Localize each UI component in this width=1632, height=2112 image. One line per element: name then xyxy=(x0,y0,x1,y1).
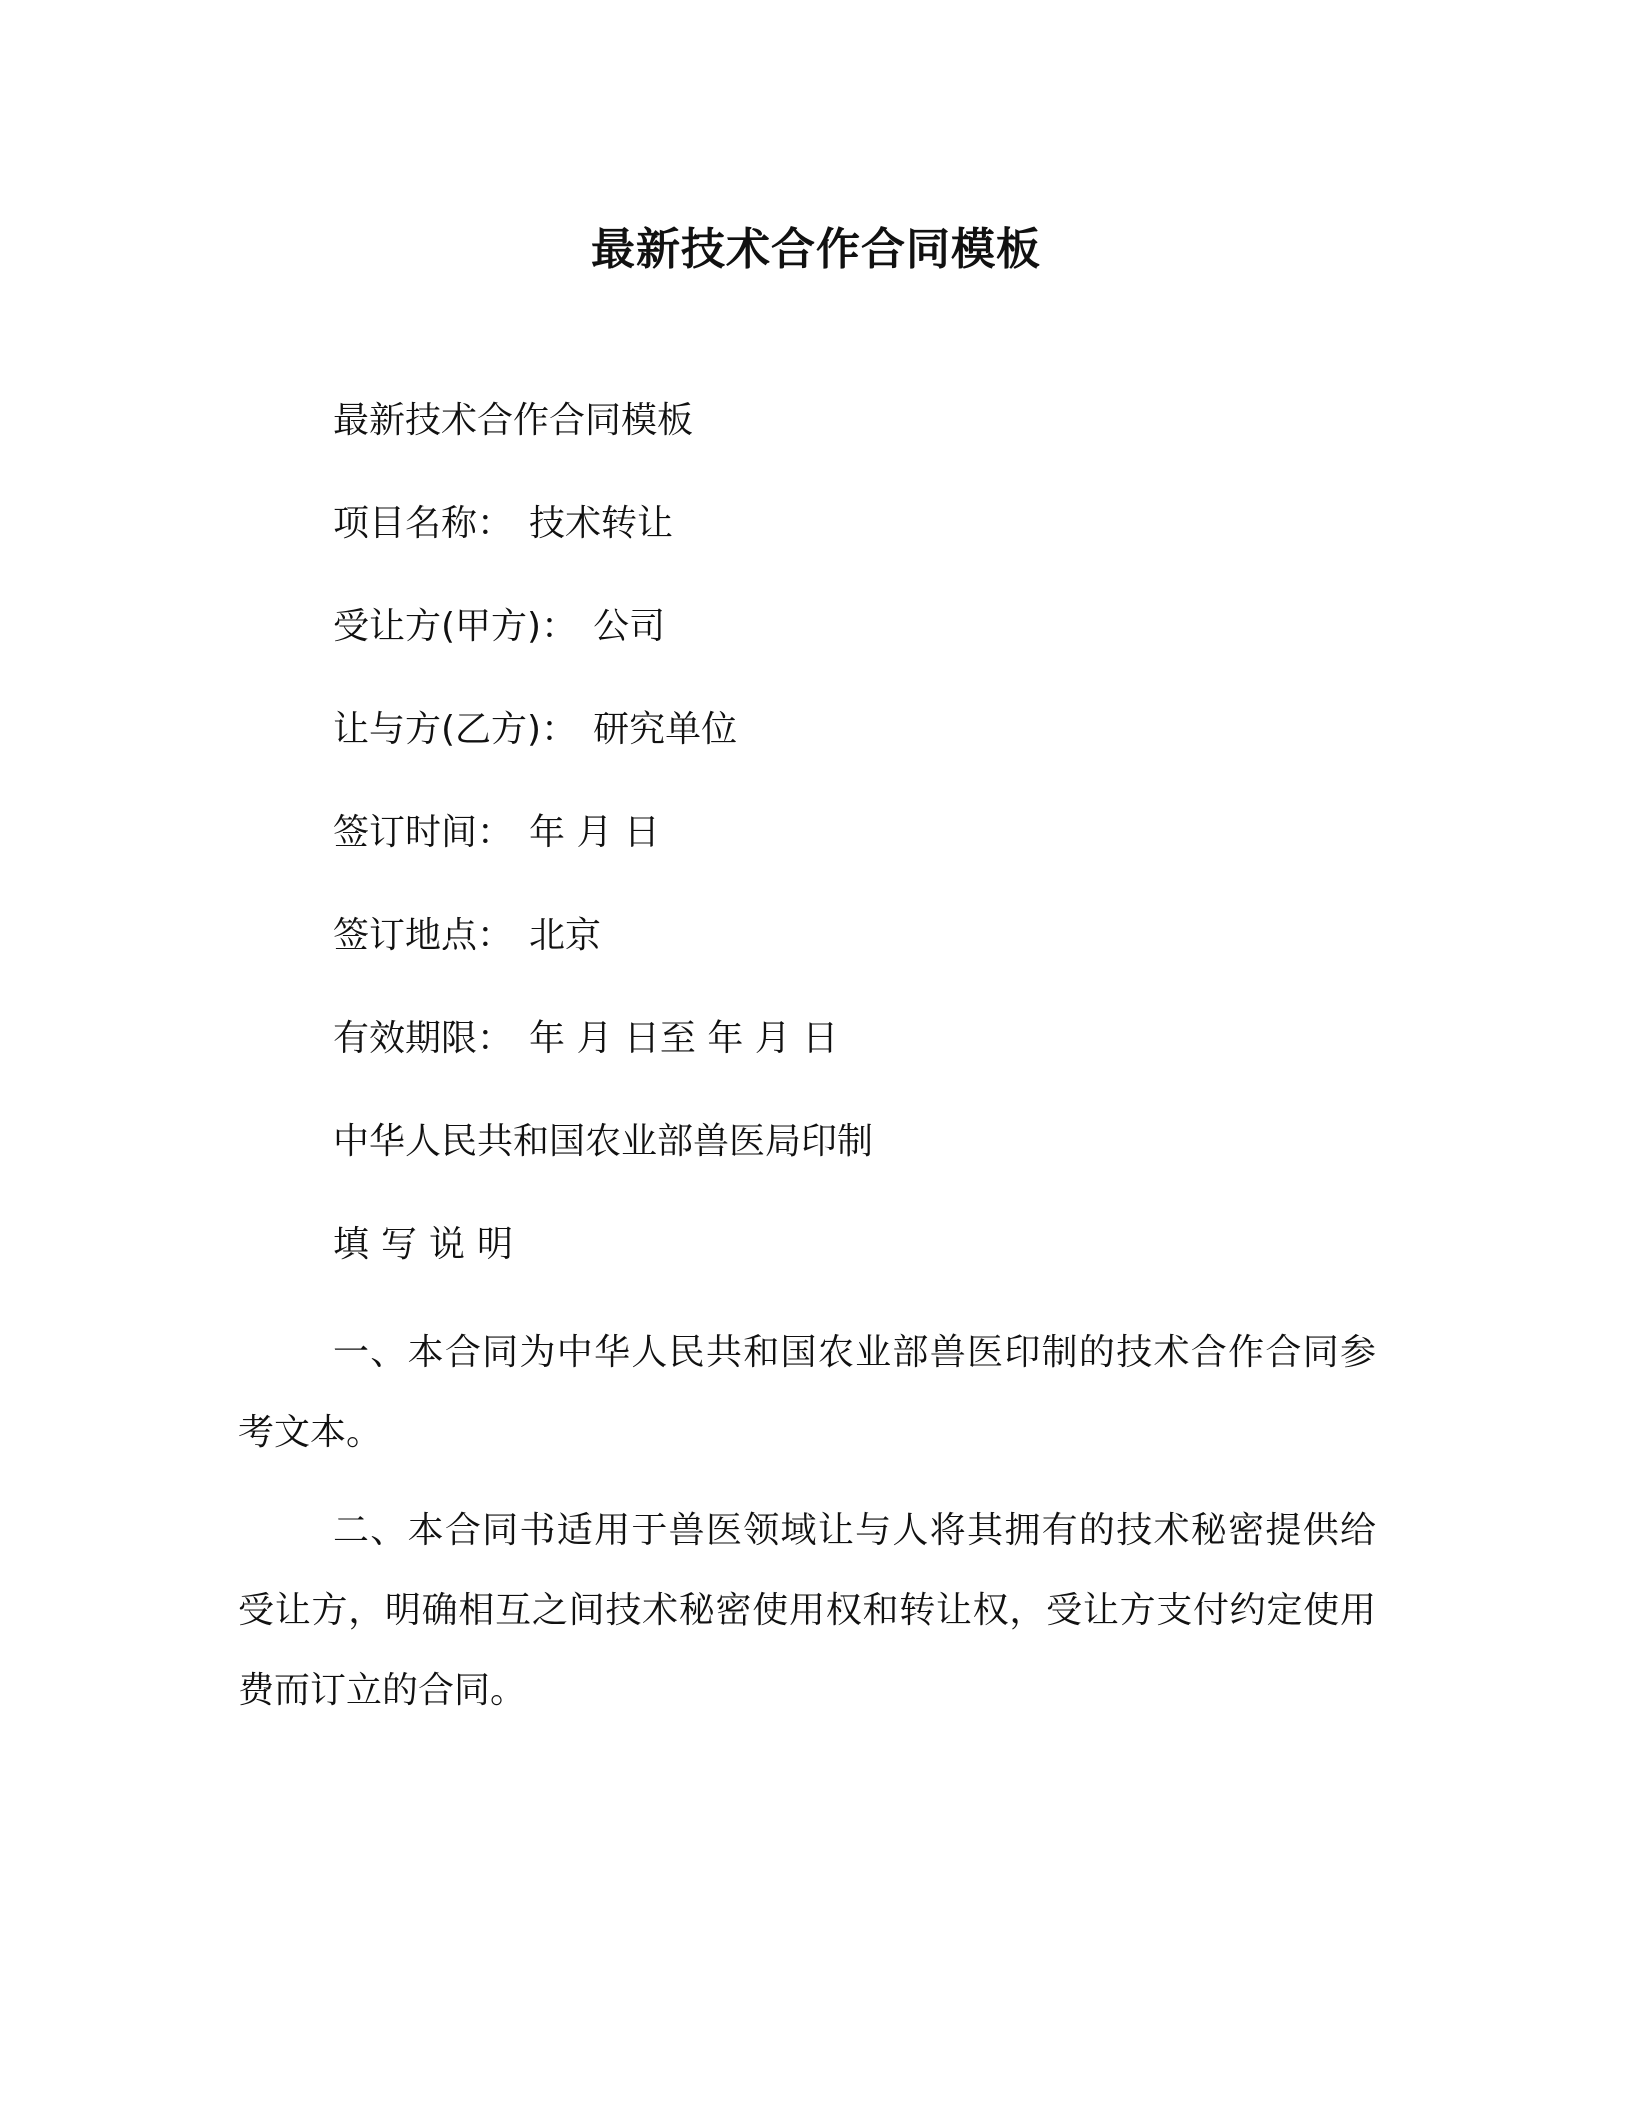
field-project-name xyxy=(333,496,873,599)
field-label: 项目名称： xyxy=(333,503,514,544)
document-title: 最新技术合作合同模板 xyxy=(591,224,1041,275)
field-value: 年 月 日至 年 月 日 xyxy=(529,1018,839,1059)
field-label: 让与方(乙方)： xyxy=(333,709,578,750)
field-value: 公司 xyxy=(593,606,666,647)
field-value: 年 月 日 xyxy=(529,812,660,853)
field-value: 技术转让 xyxy=(529,503,674,544)
cover-subtitle-text: 最新技术合作合同模板 xyxy=(333,400,694,441)
instruction-paragraph-2: 二、本合同书适用于兽医领域让与人将其拥有的技术秘密提供给受让方，明确相互之间技术秘密使用权和转让权，受让方支付约定使用费而订立的合同。 xyxy=(238,1510,1376,1711)
field-value: 研究单位 xyxy=(593,709,738,750)
field-signing-date xyxy=(333,805,873,908)
field-value: 北京 xyxy=(529,915,602,956)
field-assignor xyxy=(333,702,873,805)
cover-field-list xyxy=(333,393,873,1320)
publisher-line xyxy=(333,1114,873,1217)
publisher-text: 中华人民共和国农业部兽医局印制 xyxy=(333,1121,874,1162)
instructions-heading-text: 填写说明 xyxy=(333,1224,526,1265)
field-validity-period xyxy=(333,1011,873,1114)
field-label: 签订时间： xyxy=(333,812,514,853)
field-label: 受让方(甲方)： xyxy=(333,606,578,647)
instructions-heading xyxy=(333,1217,873,1320)
field-assignee xyxy=(333,599,873,702)
cover-subtitle xyxy=(333,393,873,496)
field-label: 签订地点： xyxy=(333,915,514,956)
instruction-paragraph-1: 一、本合同为中华人民共和国农业部兽医印制的技术合作合同参考文本。 xyxy=(238,1332,1376,1453)
field-signing-place xyxy=(333,908,873,1011)
field-label: 有效期限： xyxy=(333,1018,514,1059)
